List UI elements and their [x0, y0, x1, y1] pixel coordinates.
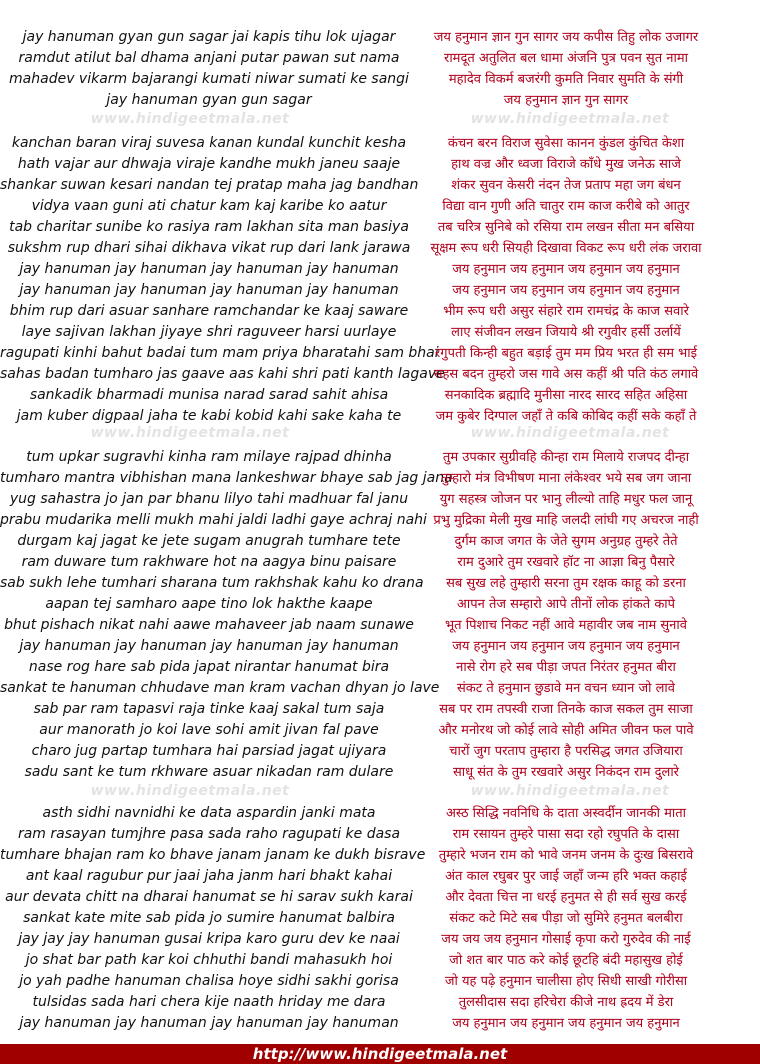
hindi-lyric: साधू संत के तुम रखवारे असुर निकंदन राम दुलारे [452, 765, 680, 780]
hindi-lyric: चारों जुग परताप तुम्हारा है परसिद्ध जगत उजियारा [449, 744, 683, 759]
lyric-line [0, 824, 760, 845]
lyric-line [0, 615, 760, 636]
english-transliteration: sahas badan tumharo jas gaave aas kahi shri pati kanth lagave [0, 366, 445, 382]
english-transliteration: jay hanuman jay hanuman jay hanuman jay hanuman [19, 261, 399, 277]
english-transliteration: aur devata chitt na dharai hanumat se hi sarav sukh karai [5, 889, 413, 905]
hindi-lyric: जय हनुमान जय हनुमान जय हनुमान जय हनुमान [452, 639, 680, 654]
lyric-line [0, 636, 760, 657]
english-transliteration: bhim rup dari asuar sanhare ramchandar ke kaaj saware [9, 303, 409, 319]
lyric-line [0, 90, 760, 111]
english-transliteration: sukshm rup dhari sihai dikhava vikat rup dari lank jarawa [7, 240, 411, 256]
english-transliteration: sadu sant ke tum rkhware asuar nikadan ram dulare [24, 764, 394, 780]
english-transliteration: charo jug partap tumhara hai parsiad jagat ujiyara [31, 743, 387, 759]
hindi-lyric: तुम्हारो मंत्र विभीषण माना लंकेश्वर भये सब जग जाना [440, 471, 692, 486]
lyric-line [0, 406, 760, 427]
watermark-text: www.hindigeetmala.net [470, 783, 670, 799]
english-transliteration: laye sajivan lakhan jiyaye shri raguveer harsi uurlaye [21, 324, 397, 340]
hindi-lyric: प्रभु मुद्रिका मेली मुख माहि जलदी लांघी गए अचरज नाही [433, 513, 699, 528]
lyric-line [0, 238, 760, 259]
lyric-line [0, 196, 760, 217]
stanza [0, 447, 760, 783]
english-transliteration: sankadik bharmadi munisa narad sarad sahit ahisa [29, 387, 389, 403]
english-transliteration: aapan tej samharo aape tino lok hakthe kaape [45, 596, 373, 612]
lyric-line [0, 280, 760, 301]
hindi-lyric: संकट कटे मिटे सब पीड़ा जो सुमिरे हनुमत बलबीरा [449, 911, 683, 926]
lyric-line [0, 741, 760, 762]
lyric-line [0, 69, 760, 90]
english-transliteration: ragupati kinhi bahut badai tum mam priya bharatahi sam bhai [0, 345, 439, 361]
english-transliteration: tumhare bhajan ram ko bhave janam janam ke dukh bisrave [0, 847, 426, 863]
hindi-lyric: सूक्षम रूप धरी सियही दिखावा विकट रूप धरी लंक जरावा [430, 241, 702, 256]
english-transliteration: ram duware tum rakhware hot na aagya binu paisare [21, 554, 397, 570]
english-transliteration: tumharo mantra vibhishan mana lankeshwar bhaye sab jag jana [0, 470, 453, 486]
english-transliteration: jo yah padhe hanuman chalisa hoye sidhi sakhi gorisa [19, 973, 399, 989]
hindi-lyric: राम दुआरे तुम रखवारे हॉट ना आज्ञा बिनु पैसारे [457, 555, 675, 570]
hindi-lyric: युग सहस्त्र जोजन पर भानु लील्यो ताहि मधुर फल जानू [439, 492, 693, 507]
english-transliteration: shankar suwan kesari nandan tej pratap maha jag bandhan [0, 177, 419, 193]
english-transliteration: hath vajar aur dhwaja viraje kandhe mukh janeu saaje [17, 156, 401, 172]
hindi-lyric: और देवता चित्त ना धरई हनुमत से ही सर्व सुख करई [445, 890, 687, 905]
watermark-text: www.hindigeetmala.net [470, 111, 670, 127]
hindi-lyric: तब चरित्र सुनिबे को रसिया राम लखन सीता मन बसिया [437, 220, 695, 235]
lyric-line [0, 908, 760, 929]
lyric-line [0, 531, 760, 552]
lyric-line [0, 364, 760, 385]
hindi-lyric: सब पर राम तपस्वी राजा तिनके काज सकल तुम साजा [439, 702, 693, 717]
english-transliteration: tulsidas sada hari chera kije naath hriday me dara [32, 994, 386, 1010]
english-transliteration: jam kuber digpaal jaha te kabi kobid kahi sake kaha te [16, 408, 402, 424]
english-transliteration: jo shat bar path kar koi chhuthi bandi mahasukh hoi [25, 952, 393, 968]
hindi-lyric: आपन तेज सम्हारो आपे तीनों लोक हांकते कापे [456, 597, 676, 612]
hindi-lyric: जय हनुमान जय हनुमान जय हनुमान जय हनुमान [452, 283, 680, 298]
lyric-line [0, 447, 760, 468]
hindi-lyric: महादेव विकर्म बजरंगी कुमति निवार सुमति के संगी [448, 72, 684, 87]
lyric-line [0, 971, 760, 992]
lyric-line [0, 657, 760, 678]
english-transliteration: kanchan baran viraj suvesa kanan kundal kunchit kesha [11, 135, 407, 151]
english-transliteration: jay hanuman jay hanuman jay hanuman jay hanuman [19, 1015, 399, 1031]
hindi-lyric: जो यह पढ़े हनुमान चालीसा होए सिधी साखी गोरीसा [444, 974, 688, 989]
lyric-line [0, 552, 760, 573]
hindi-lyric: तुलसीदास सदा हरिचेरा कीजे नाथ ह्रदय में डेरा [458, 995, 674, 1010]
lyric-line [0, 468, 760, 489]
english-transliteration: durgam kaj jagat ke jete sugam anugrah tumhare tete [17, 533, 401, 549]
hindi-lyric: जय हनुमान जय हनुमान जय हनुमान जय हनुमान [452, 262, 680, 277]
lyric-line [0, 803, 760, 824]
lyric-line [0, 154, 760, 175]
hindi-lyric: सनकादिक ब्रह्मादि मुनीसा नारद सारद सहित अहिसा [444, 388, 688, 403]
lyric-line [0, 866, 760, 887]
stanza [0, 803, 760, 1034]
lyric-line [0, 929, 760, 950]
english-transliteration: sankat kate mite sab pida jo sumire hanumat balbira [23, 910, 395, 926]
english-transliteration: prabu mudarika melli mukh mahi jaldi ladhi gaye achraj nahi [0, 512, 427, 528]
english-transliteration: sab par ram tapasvi raja tinke kaaj sakal tum saja [33, 701, 385, 717]
hindi-lyric: जो शत बार पाठ करे कोई छूटहि बंदी महासुख होई [449, 953, 683, 968]
lyric-line [0, 762, 760, 783]
english-transliteration: bhut pishach nikat nahi aawe mahaveer jab naam sunawe [4, 617, 414, 633]
english-transliteration: jay hanuman jay hanuman jay hanuman jay hanuman [19, 638, 399, 654]
lyric-line [0, 322, 760, 343]
lyric-line [0, 217, 760, 238]
english-transliteration: ram rasayan tumjhre pasa sada raho ragupati ke dasa [17, 826, 401, 842]
hindi-lyric: अस्ठ सिद्धि नवनिधि के दाता अस्वर्दीन जानकी माता [446, 806, 686, 821]
lyric-line [0, 175, 760, 196]
hindi-lyric: अंत काल रघुबर पुर जाई जहाँ जन्म हरि भक्त कहाई [445, 869, 687, 884]
english-transliteration: mahadev vikarm bajarangi kumati niwar sumati ke sangi [9, 71, 409, 87]
watermark-text: www.hindigeetmala.net [90, 783, 290, 799]
hindi-lyric: जय हनुमान ज्ञान गुन सागर [503, 93, 629, 108]
footer-link[interactable]: http://www.hindigeetmala.net [0, 1044, 760, 1064]
hindi-lyric: रगुपती किन्ही बहुत बड़ाई तुम मम प्रिय भरत ही सम भाई [434, 346, 698, 361]
hindi-lyric: तुम उपकार सुग्रीवहि कीन्हा राम मिलाये राजपद दीन्हा [442, 450, 690, 465]
hindi-lyric: लाए संजीवन लखन जियाये श्री रगुवीर हर्सी उर्लायें [451, 325, 681, 340]
lyric-line [0, 27, 760, 48]
lyric-line [0, 510, 760, 531]
hindi-lyric: सब सुख लहे तुम्हारी सरना तुम रक्षक काहू को डरना [446, 576, 686, 591]
english-transliteration: sab sukh lehe tumhari sharana tum rakhshak kahu ko drana [0, 575, 424, 591]
lyric-line [0, 385, 760, 406]
stanza [0, 27, 760, 111]
hindi-lyric: भूत पिशाच निकट नहीं आवे महावीर जब नाम सुनावे [445, 618, 687, 633]
lyric-line [0, 343, 760, 364]
lyric-line [0, 301, 760, 322]
english-transliteration: vidya vaan guni ati chatur kam kaj karibe ko aatur [31, 198, 387, 214]
hindi-lyric: जम कुबेर दिग्पाल जहाँ ते कबि कोबिद कहीं सके कहाँ ते [435, 409, 697, 424]
hindi-lyric: भीम रूप धरी असुर संहारे राम रामचंद्र के काज सवारे [443, 304, 689, 319]
lyric-line [0, 950, 760, 971]
lyric-line [0, 1013, 760, 1034]
watermark-text: www.hindigeetmala.net [470, 425, 670, 441]
hindi-lyric: दुर्गम काज जगत के जेते सुगम अनुग्रह तुम्हरे तेते [454, 534, 678, 549]
hindi-lyric: और मनोरथ जो कोई लावे सोही अमित जीवन फल पावे [438, 723, 694, 738]
hindi-lyric: जय जय जय हनुमान गोसाई कृपा करो गुरुदेव की नाई [441, 932, 691, 947]
lyric-line [0, 594, 760, 615]
english-transliteration: ramdut atilut bal dhama anjani putar pawan sut nama [18, 50, 400, 66]
lyric-line [0, 845, 760, 866]
lyric-line [0, 259, 760, 280]
watermark-band [0, 110, 760, 128]
lyric-line [0, 48, 760, 69]
english-transliteration: asth sidhi navnidhi ke data aspardin janki mata [42, 805, 376, 821]
hindi-lyric: विद्या वान गुणी अति चातुर राम काज करीबे को आतुर [442, 199, 690, 214]
english-transliteration: nase rog hare sab pida japat nirantar hanumat bira [28, 659, 390, 675]
stanza [0, 133, 760, 427]
lyric-line [0, 720, 760, 741]
hindi-lyric: तुम्हारे भजन राम को भावे जनम जनम के दुःख बिसरावे [438, 848, 694, 863]
lyric-line [0, 573, 760, 594]
watermark-text: www.hindigeetmala.net [90, 425, 290, 441]
lyric-line [0, 699, 760, 720]
english-transliteration: jay jay jay hanuman gusai kripa karo guru dev ke naai [18, 931, 400, 947]
lyric-line [0, 678, 760, 699]
hindi-lyric: कंचन बरन विराज सुवेसा कानन कुंडल कुंचित केशा [447, 136, 685, 151]
english-transliteration: sankat te hanuman chhudave man kram vachan dhyan jo lave [0, 680, 440, 696]
hindi-lyric: हाथ वज्र और ध्वजा विराजे काँधे मुख जनेऊ साजे [451, 157, 681, 172]
hindi-lyric: राम रसायन तुम्हरे पासा सदा रहो रघुपति के दासा [452, 827, 680, 842]
hindi-lyric: जय हनुमान जय हनुमान जय हनुमान जय हनुमान [452, 1016, 680, 1031]
hindi-lyric: सहस बदन तुम्हरो जस गावे अस कहीं श्री पति कंठ लगावे [433, 367, 699, 382]
hindi-lyric: रामदूत अतुलित बल धामा अंजनि पुत्र पवन सुत नामा [444, 51, 688, 66]
english-transliteration: tab charitar sunibe ko rasiya ram lakhan sita man basiya [9, 219, 409, 235]
english-transliteration: tum upkar sugravhi kinha ram milaye rajpad dhinha [26, 449, 392, 465]
hindi-lyric: नासे रोग हरे सब पीड़ा जपत निरंतर हनुमत बीरा [456, 660, 676, 675]
lyric-line [0, 133, 760, 154]
hindi-lyric: शंकर सुवन केसरी नंदन तेज प्रताप महा जग बंधन [451, 178, 681, 193]
english-transliteration: jay hanuman jay hanuman jay hanuman jay hanuman [19, 282, 399, 298]
hindi-lyric: जय हनुमान ज्ञान गुन सागर जय कपीस तिहु लोक उजागर [433, 30, 699, 45]
hindi-lyric: संकट ते हनुमान छुडावे मन वचन ध्यान जो लावे [456, 681, 676, 696]
english-transliteration: jay hanuman gyan gun sagar [106, 92, 312, 108]
lyric-line [0, 489, 760, 510]
english-transliteration: jay hanuman gyan gun sagar jai kapis tihu lok ujagar [22, 29, 396, 45]
watermark-band [0, 782, 760, 800]
english-transliteration: ant kaal ragubur pur jaai jaha janm hari bhakt kahai [25, 868, 393, 884]
lyric-line [0, 992, 760, 1013]
watermark-text: www.hindigeetmala.net [90, 111, 290, 127]
english-transliteration: yug sahastra jo jan par bhanu lilyo tahi madhuar fal janu [9, 491, 409, 507]
english-transliteration: aur manorath jo koi lave sohi amit jivan fal pave [39, 722, 379, 738]
lyric-line [0, 887, 760, 908]
